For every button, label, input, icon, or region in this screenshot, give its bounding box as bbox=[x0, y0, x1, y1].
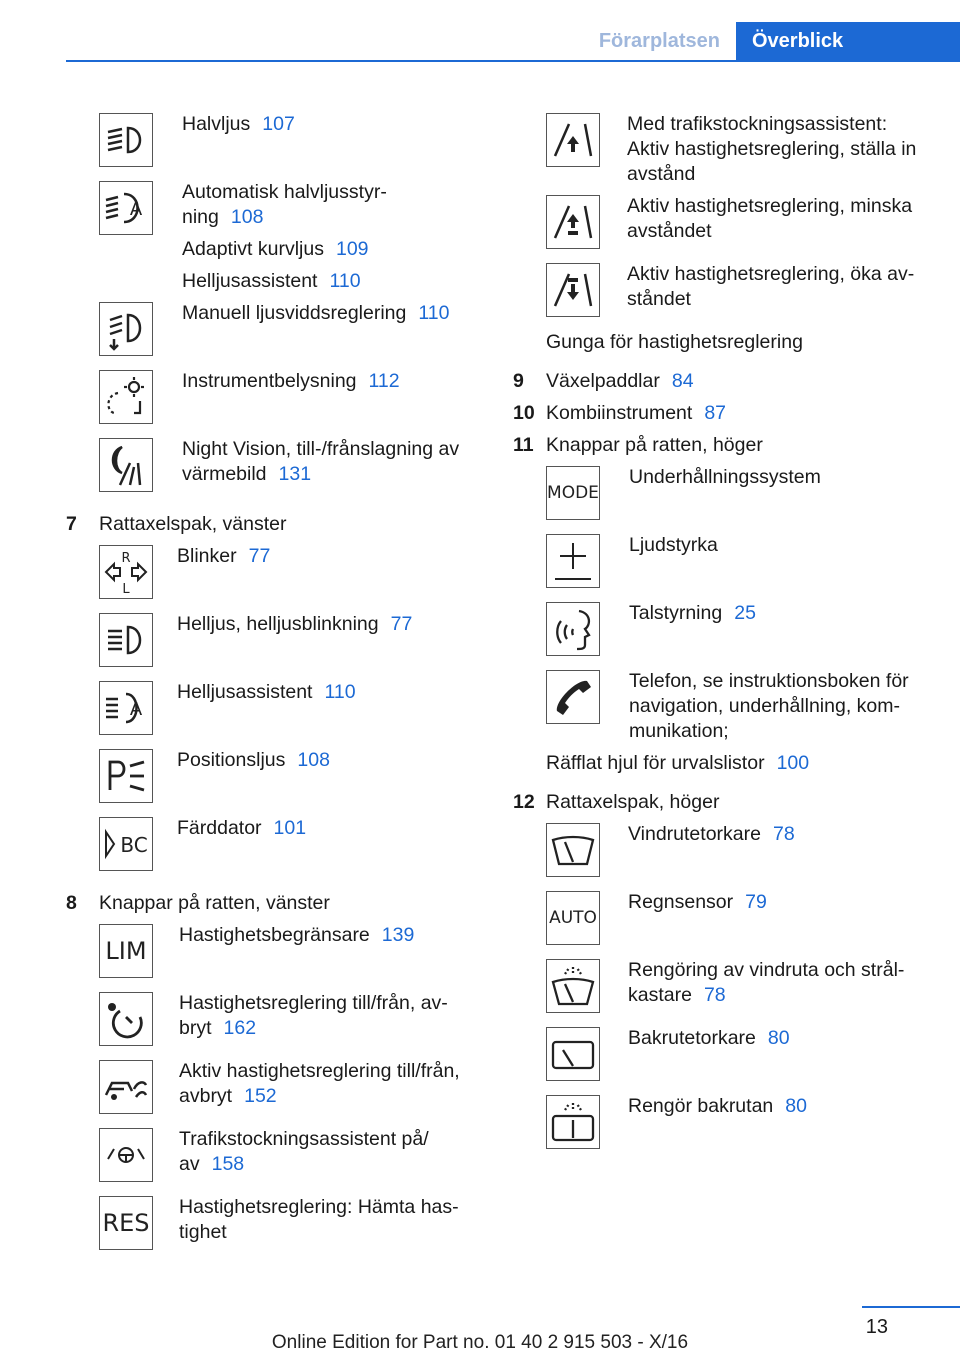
distance-decrease-icon bbox=[546, 195, 600, 249]
entry-rengoring-2: kastare 78 bbox=[628, 984, 726, 1006]
night-vision-icon bbox=[99, 438, 153, 492]
rafflat-label: Räfflat hjul för urvalslistor 100 bbox=[546, 752, 810, 774]
section-label: Rattaxelspak, vänster bbox=[99, 513, 287, 535]
entry-helljusassistent-2: Helljusassistent 110 bbox=[177, 681, 356, 703]
page-ref[interactable]: 110 bbox=[324, 681, 356, 703]
entry-med-2: Aktiv hastighetsreglering, ställa in bbox=[627, 138, 917, 160]
washer-icon bbox=[546, 959, 600, 1013]
entry-lim: Hastighetsbegränsare 139 bbox=[179, 924, 415, 946]
entry-telefon-2: navigation, underhållning, kom- bbox=[629, 695, 901, 717]
entry-med-3: avstånd bbox=[627, 163, 696, 185]
instrument-lighting-icon bbox=[99, 370, 153, 424]
entry-positionsljus: Positionsljus 108 bbox=[177, 749, 330, 771]
section-number: 8 bbox=[66, 892, 77, 914]
entry-talstyrning: Talstyrning 25 bbox=[629, 602, 756, 624]
entry-night-2: värmebild 131 bbox=[182, 463, 312, 485]
page-ref[interactable]: 101 bbox=[273, 817, 307, 839]
wiper-icon bbox=[546, 823, 600, 877]
page-ref[interactable]: 84 bbox=[671, 370, 694, 392]
entry-instrument: Instrumentbelysning 112 bbox=[182, 370, 400, 392]
headlight-range-icon bbox=[99, 302, 153, 356]
header-rule bbox=[66, 60, 960, 62]
trip-computer-icon bbox=[99, 817, 153, 871]
parking-light-icon bbox=[99, 749, 153, 803]
page-ref[interactable]: 158 bbox=[211, 1153, 245, 1175]
entry-manuell: Manuell ljusviddsreglering 110 bbox=[182, 302, 450, 324]
page-ref[interactable]: 80 bbox=[767, 1027, 790, 1049]
auto-low-beam-icon bbox=[99, 181, 153, 235]
svg-text:R: R bbox=[121, 551, 131, 566]
entry-res-1: Hastighetsreglering: Hämta has- bbox=[179, 1196, 459, 1218]
page-ref[interactable]: 25 bbox=[734, 602, 756, 624]
entry-night-1: Night Vision, till-/frånslagning av bbox=[182, 438, 460, 460]
svg-text:L: L bbox=[122, 582, 130, 597]
low-beam-icon bbox=[99, 113, 153, 167]
auto-icon: AUTO bbox=[546, 891, 600, 945]
page-ref[interactable]: 108 bbox=[297, 749, 330, 771]
entry-helljusassistent-1: Helljusassistent 110 bbox=[182, 270, 361, 292]
page-ref[interactable]: 78 bbox=[703, 984, 726, 1006]
entry-blinker: Blinker 77 bbox=[177, 545, 271, 567]
entry-minska-2: avståndet bbox=[627, 220, 712, 242]
svg-text:A: A bbox=[129, 699, 143, 720]
edition-footer: Online Edition for Part no. 01 40 2 915 503 - X/16 bbox=[271, 1332, 689, 1353]
speed-limiter-icon: LIM bbox=[99, 924, 153, 978]
page-ref[interactable]: 162 bbox=[223, 1017, 257, 1039]
page-ref[interactable]: 87 bbox=[704, 402, 727, 424]
voice-control-icon bbox=[546, 602, 600, 656]
traffic-jam-assist-icon bbox=[99, 1128, 153, 1182]
active-cruise-icon bbox=[99, 1060, 153, 1114]
page-ref[interactable]: 152 bbox=[244, 1085, 277, 1107]
entry-regnsensor: Regnsensor 79 bbox=[628, 891, 767, 913]
page-ref[interactable]: 112 bbox=[368, 370, 400, 392]
entry-underhall: Underhållningssystem bbox=[629, 466, 821, 488]
entry-ljudstyrka: Ljudstyrka bbox=[629, 534, 718, 556]
section-number: 12 bbox=[513, 791, 535, 813]
entry-rengor-bakrutan: Rengör bakrutan 80 bbox=[628, 1095, 807, 1117]
entry-adaptivt: Adaptivt kurvljus 109 bbox=[182, 238, 369, 260]
entry-rengoring-1: Rengöring av vindruta och strål- bbox=[628, 959, 905, 981]
high-beam-icon bbox=[99, 613, 153, 667]
phone-icon bbox=[546, 670, 600, 724]
volume-plus-icon bbox=[546, 534, 600, 588]
entry-res-2: tighet bbox=[179, 1221, 227, 1243]
entry-oka-2: ståndet bbox=[627, 288, 691, 310]
entry-cruise-1: Hastighetsreglering till/från, av- bbox=[179, 992, 448, 1014]
section-number: 11 bbox=[513, 434, 534, 456]
rear-wiper-icon bbox=[546, 1027, 600, 1081]
cruise-control-icon bbox=[99, 992, 153, 1046]
page-number: 13 bbox=[865, 1316, 888, 1338]
page-ref[interactable]: 100 bbox=[776, 752, 810, 774]
entry-oka-1: Aktiv hastighetsreglering, öka av- bbox=[627, 263, 915, 285]
entry-acc-1: Aktiv hastighetsreglering till/från, bbox=[179, 1060, 460, 1082]
entry-automatisk-2: ning 108 bbox=[182, 206, 264, 228]
rear-washer-icon bbox=[546, 1095, 600, 1149]
turn-signal-icon bbox=[99, 545, 153, 599]
entry-traffic-2: av 158 bbox=[179, 1153, 245, 1175]
page-ref[interactable]: 77 bbox=[390, 613, 413, 635]
page-ref[interactable]: 131 bbox=[278, 463, 312, 485]
page-number-rule bbox=[862, 1306, 960, 1308]
section-title: Förarplatsen bbox=[598, 30, 720, 52]
entry-telefon-3: munikation; bbox=[629, 720, 729, 742]
page-ref[interactable]: 110 bbox=[418, 302, 450, 324]
page-ref[interactable]: 139 bbox=[381, 924, 415, 946]
mode-icon: MODE bbox=[546, 466, 600, 520]
section-label: Rattaxelspak, höger bbox=[546, 791, 720, 813]
page-ref[interactable]: 107 bbox=[262, 113, 295, 135]
high-beam-assist-icon bbox=[99, 681, 153, 735]
page-ref[interactable]: 108 bbox=[230, 206, 264, 228]
section-number: 7 bbox=[66, 513, 77, 535]
page-ref[interactable]: 80 bbox=[785, 1095, 807, 1117]
page-ref[interactable]: 77 bbox=[248, 545, 271, 567]
entry-med-1: Med trafikstockningsassistent: bbox=[627, 113, 888, 135]
svg-text:BC: BC bbox=[120, 833, 148, 857]
section-label: Knappar på ratten, vänster bbox=[99, 892, 330, 914]
entry-acc-2: avbryt 152 bbox=[179, 1085, 277, 1107]
section-label: Växelpaddlar 84 bbox=[546, 370, 694, 392]
page-ref[interactable]: 78 bbox=[772, 823, 795, 845]
page-ref[interactable]: 109 bbox=[335, 238, 369, 260]
section-label: Knappar på ratten, höger bbox=[546, 434, 763, 456]
entry-vindrutetorkare: Vindrutetorkare 78 bbox=[628, 823, 795, 845]
entry-cruise-2: bryt 162 bbox=[179, 1017, 257, 1039]
distance-set-icon bbox=[546, 113, 600, 167]
page-ref[interactable]: 79 bbox=[745, 891, 767, 913]
entry-automatisk-1: Automatisk halvljusstyr- bbox=[182, 181, 387, 203]
section-number: 10 bbox=[513, 402, 535, 424]
entry-traffic-1: Trafikstockningsassistent på/ bbox=[179, 1128, 429, 1150]
entry-helljus: Helljus, helljusblinkning 77 bbox=[177, 613, 413, 635]
section-label: Kombiinstrument 87 bbox=[546, 402, 727, 424]
entry-bakrutetorkare: Bakrutetorkare 80 bbox=[628, 1027, 790, 1049]
entry-farddator: Färddator 101 bbox=[177, 817, 307, 839]
entry-halvljus: Halvljus 107 bbox=[182, 113, 295, 135]
svg-text:A: A bbox=[129, 199, 143, 220]
entry-minska-1: Aktiv hastighetsreglering, minska bbox=[627, 195, 913, 217]
page-ref[interactable]: 110 bbox=[329, 270, 361, 292]
gunga-label: Gunga för hastighetsreglering bbox=[546, 331, 803, 353]
chapter-tab: Överblick bbox=[736, 22, 960, 62]
section-number: 9 bbox=[513, 370, 524, 392]
resume-icon: RES bbox=[99, 1196, 153, 1250]
entry-telefon-1: Telefon, se instruktionsboken för bbox=[629, 670, 909, 692]
distance-increase-icon bbox=[546, 263, 600, 317]
